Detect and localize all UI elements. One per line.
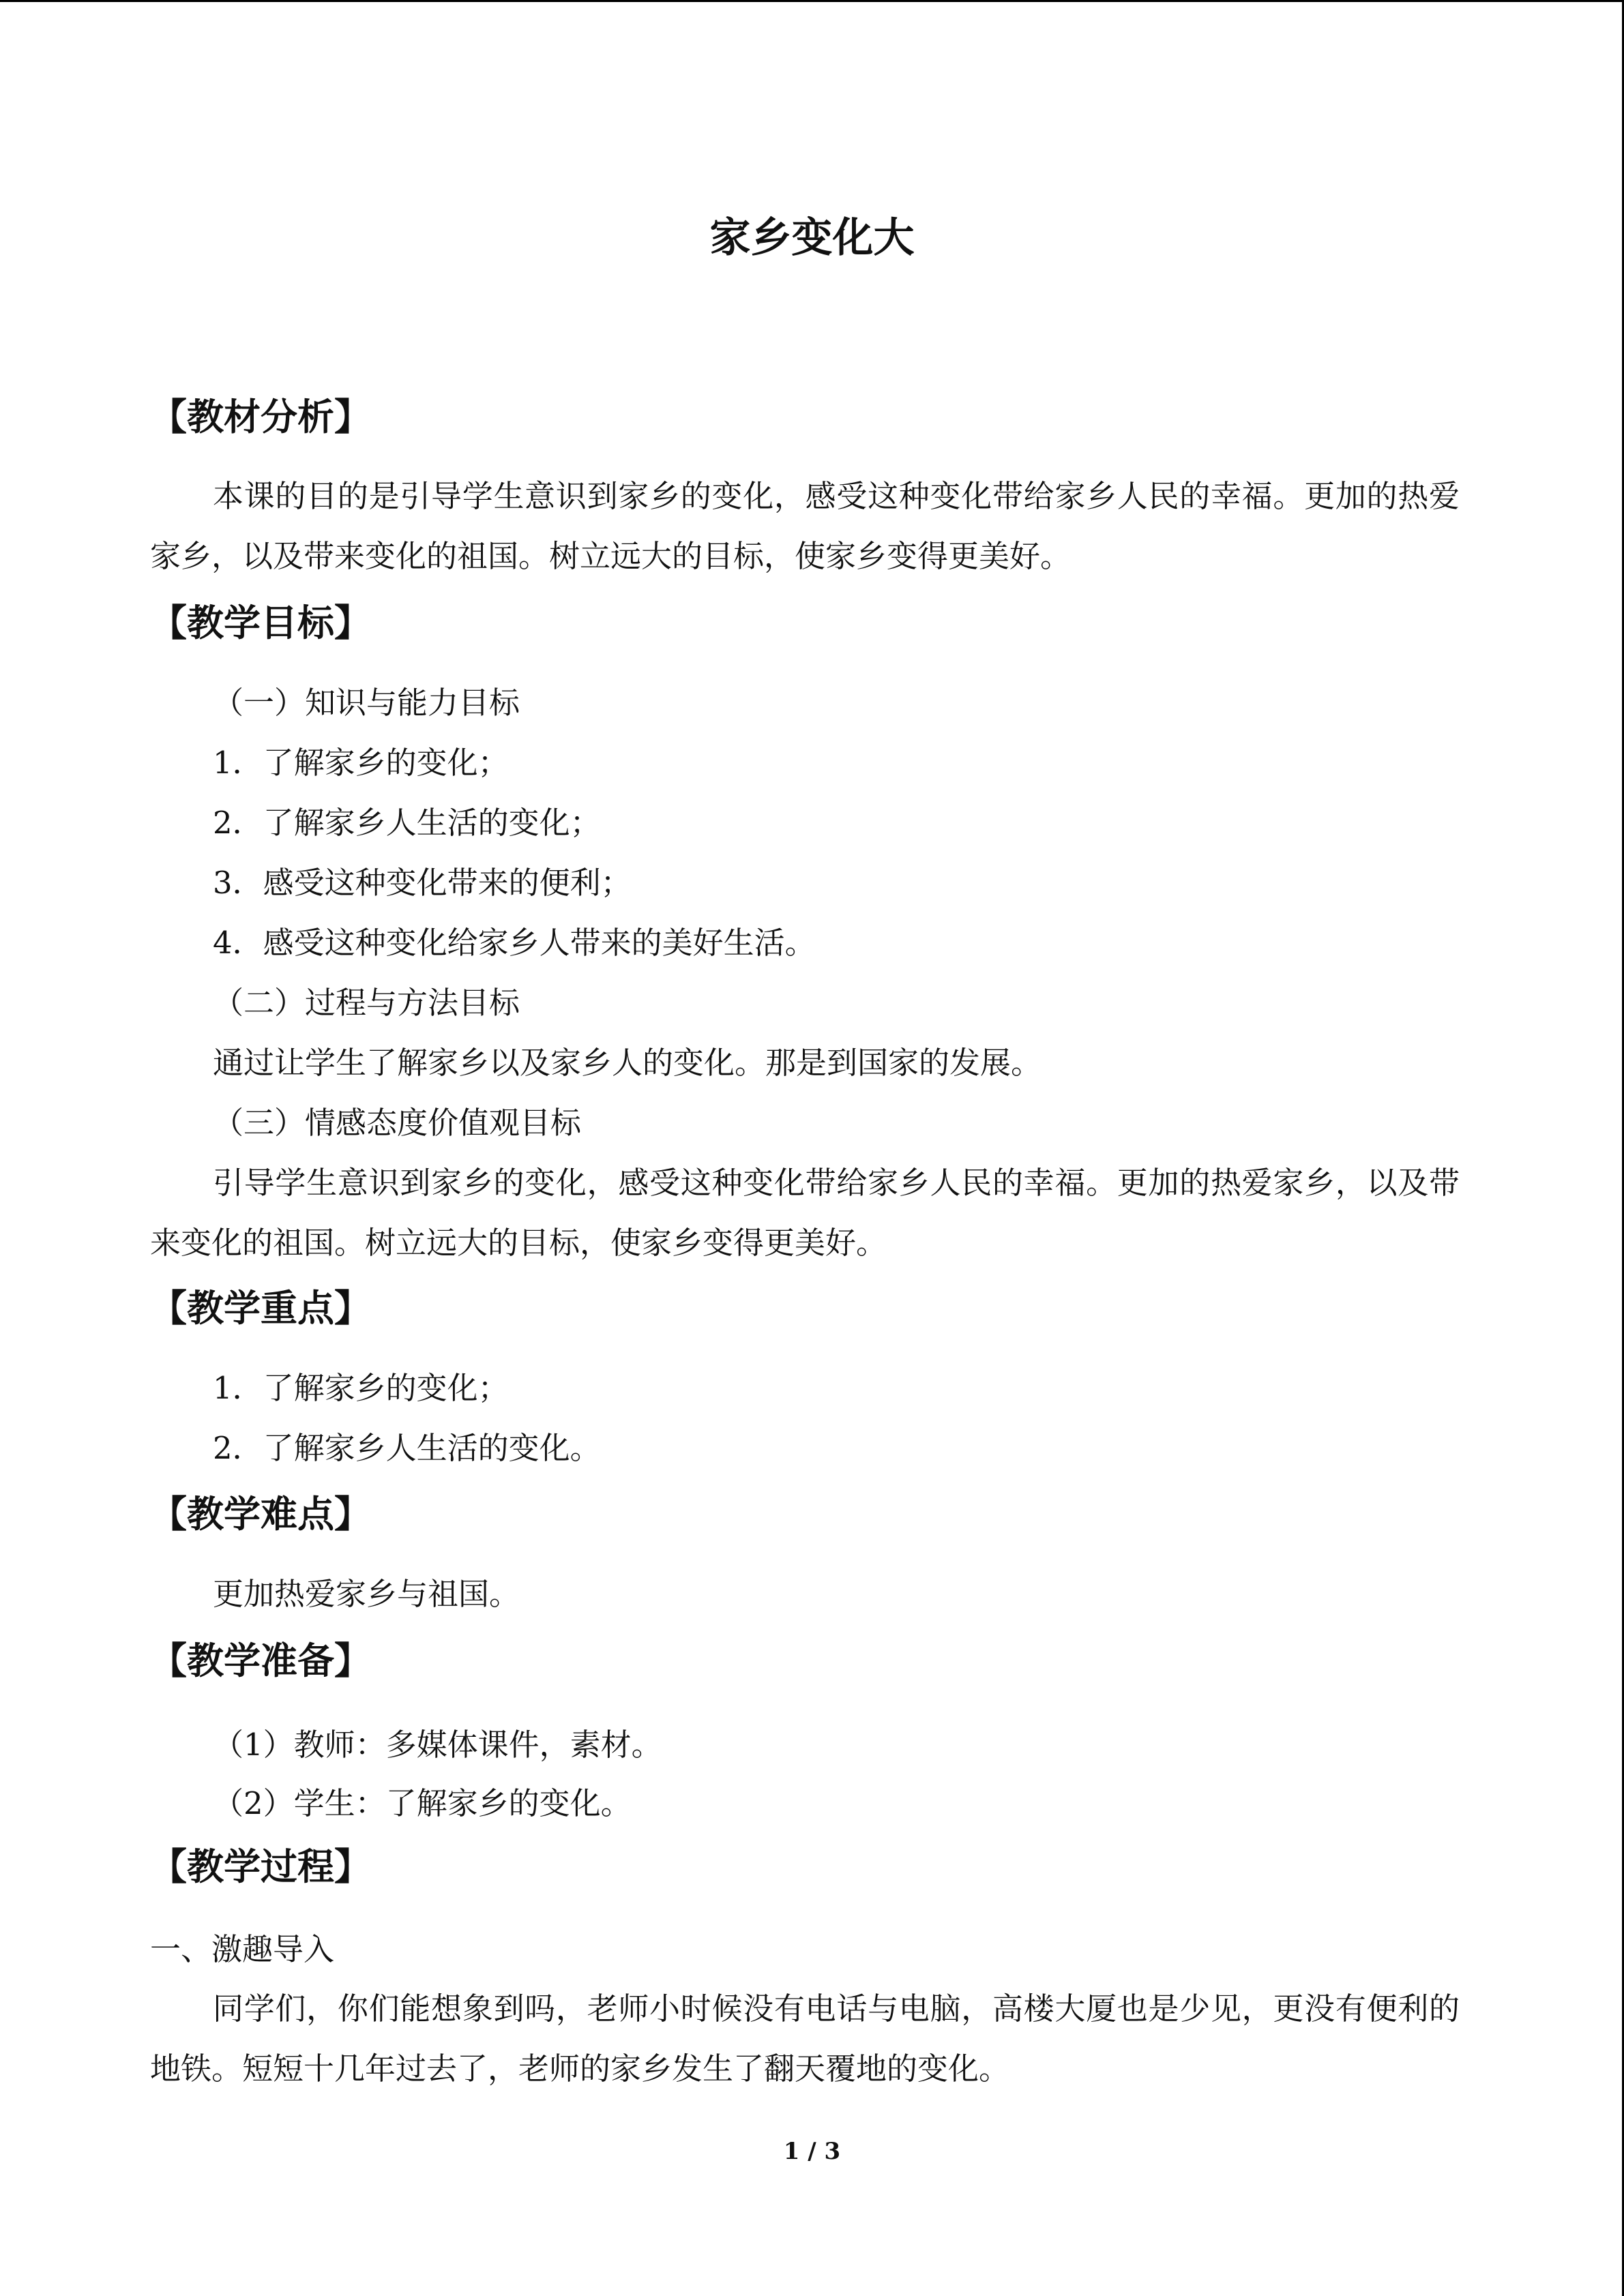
section-heading-objectives: 【教学目标】: [150, 601, 371, 644]
objectives-subheading-emotion: （三）情感态度价值观目标: [213, 1105, 582, 1141]
section-heading-analysis: 【教材分析】: [150, 396, 371, 438]
objectives-item: 4．感受这种变化给家乡人带来的美好生活。: [213, 925, 816, 961]
objectives-emotion-paragraph: 引导学生意识到家乡的变化，感受这种变化带给家乡人民的幸福。更加的热爱家乡，以及带来变化的祖国。树立远大的目标，使家乡变得更美好。: [150, 1165, 1460, 1261]
process-step-heading: 一、激趣导入: [150, 1931, 335, 1967]
section-heading-process: 【教学过程】: [150, 1845, 371, 1888]
objectives-subheading-knowledge: （一）知识与能力目标: [213, 685, 520, 721]
objectives-process-text: 通过让学生了解家乡以及家乡人的变化。那是到国家的发展。: [213, 1045, 1042, 1081]
analysis-paragraph: 本课的目的是引导学生意识到家乡的变化，感受这种变化带给家乡人民的幸福。更加的热爱家乡，以及带来变化的祖国。树立远大的目标，使家乡变得更美好。: [150, 478, 1460, 574]
objectives-subheading-process: （二）过程与方法目标: [213, 985, 520, 1021]
section-heading-preparation: 【教学准备】: [150, 1639, 371, 1682]
key-point-item: 2．了解家乡人生活的变化。: [213, 1430, 601, 1466]
objectives-item: 2．了解家乡人生活的变化；: [213, 805, 601, 841]
preparation-item: （2）学生：了解家乡的变化。: [213, 1785, 632, 1821]
page-title: 家乡变化大: [709, 214, 915, 262]
objectives-item: 1．了解家乡的变化；: [213, 745, 509, 781]
section-heading-difficulties: 【教学难点】: [150, 1493, 371, 1536]
difficulties-text: 更加热爱家乡与祖国。: [213, 1576, 520, 1612]
page-number: 1 / 3: [783, 2138, 841, 2165]
preparation-item: （1）教师：多媒体课件，素材。: [213, 1727, 662, 1763]
objectives-item: 3．感受这种变化带来的便利；: [213, 865, 632, 901]
key-point-item: 1．了解家乡的变化；: [213, 1370, 509, 1406]
process-step-paragraph: 同学们，你们能想象到吗，老师小时候没有电话与电脑，高楼大厦也是少见，更没有便利的地铁。短短十几年过去了，老师的家乡发生了翻天覆地的变化。: [150, 1991, 1460, 2087]
section-heading-key-points: 【教学重点】: [150, 1287, 371, 1330]
